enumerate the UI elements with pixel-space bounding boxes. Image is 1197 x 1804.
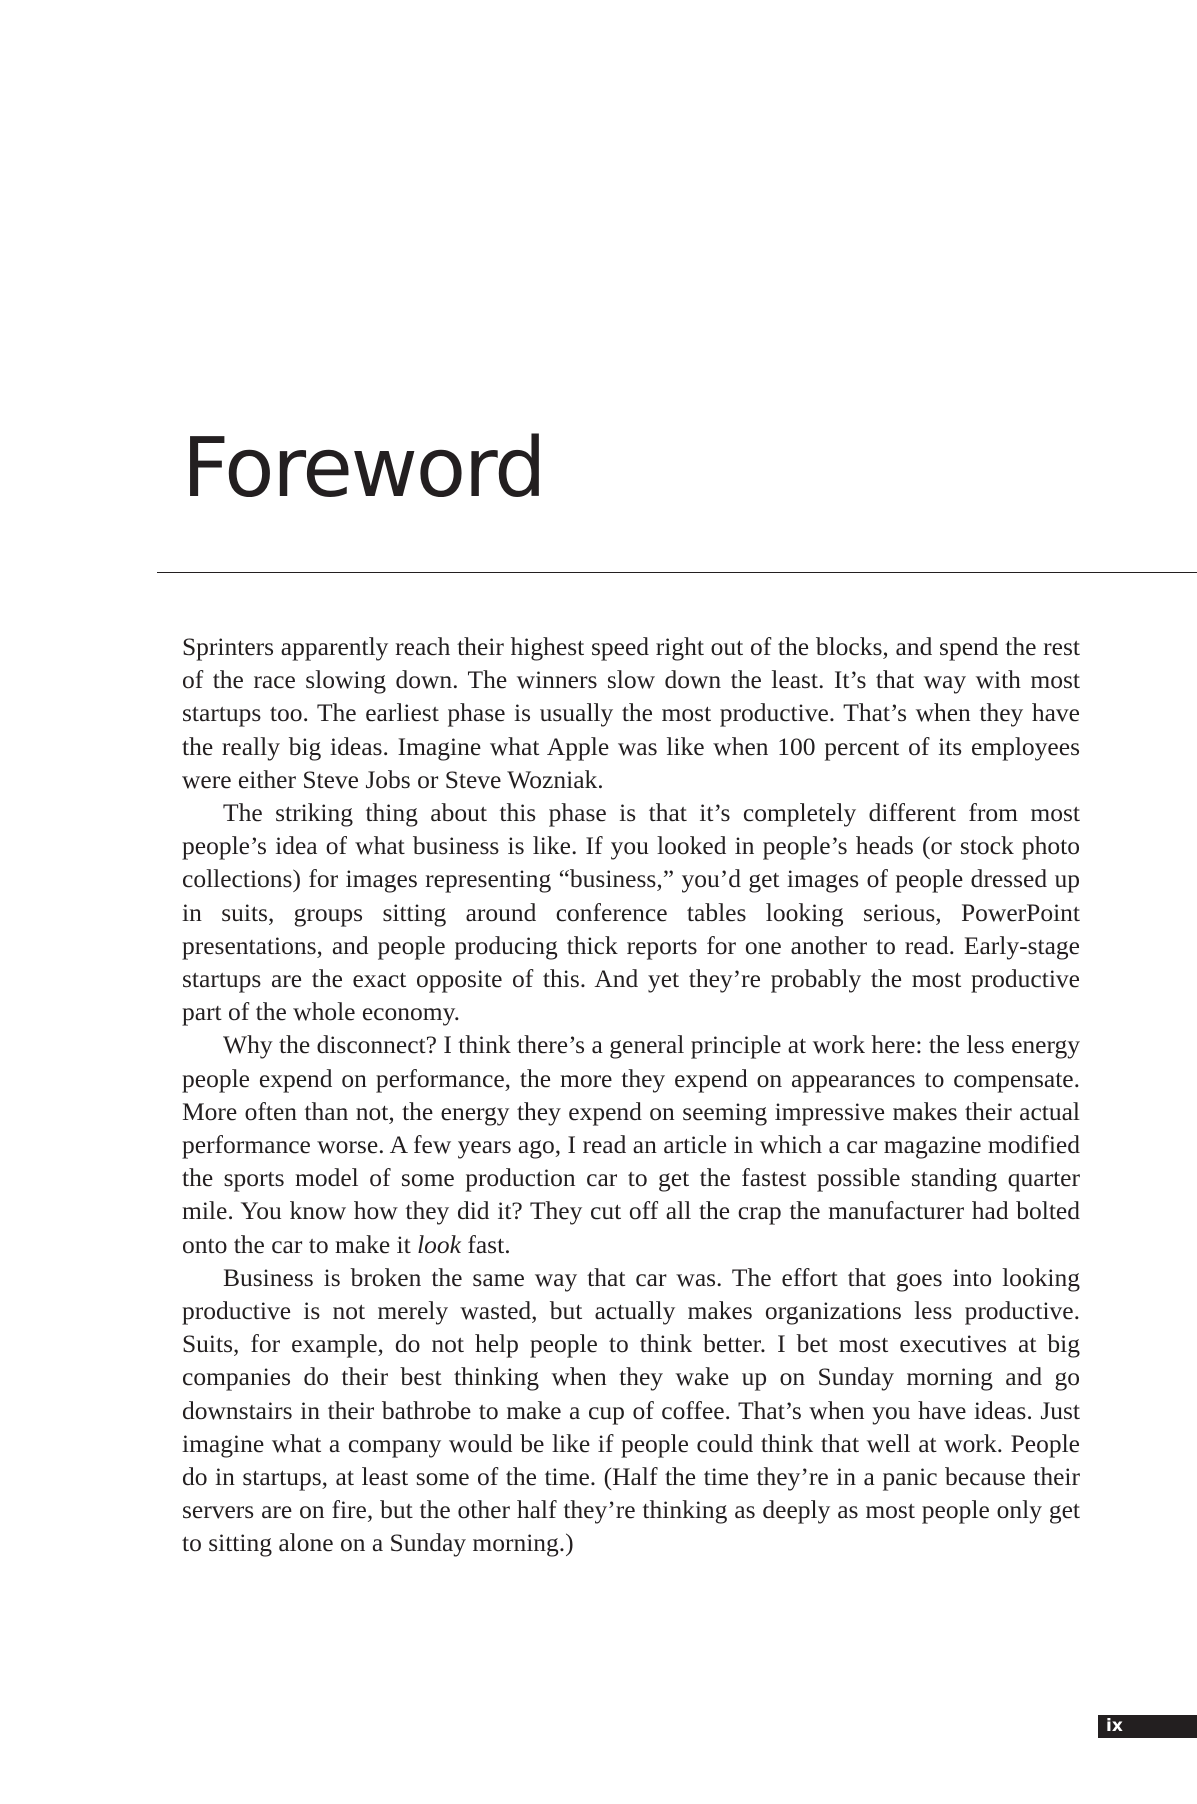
paragraph-2: The striking thing about this phase is that it’s completely different from most people’s idea of what business is like. If you looked in people’s heads (or stock photo collections) for images representing “business,” you’d get images of people dressed up in suits, groups sitting around conference tables looking serious, PowerPoint presentations, and people producing thick reports for one another to read. Early-stage startups are the exact opposite of this. And yet they’re probably the most productive part of the whole economy. [182, 798, 1080, 1027]
paragraph-3-text-end: fast. [461, 1229, 511, 1259]
paragraph-4: Business is broken the same way that car was. The effort that goes into looking productive is not merely wasted, but actually makes organizations less productive. Suits, for example, do not help people to think better. I bet most executives at big companies do their best thinking when they wake up on Sunday morning and go downstairs in their bathrobe to make a cup of coffee. That’s when you have ideas. Just imagine what a company would be like if people could think that well at work. People do in startups, at least some of the time. (Half the time they’re in a panic because their servers are on fire, but the other half they’re thinking as deeply as most people only get to sitting alone on a Sunday morning.) [182, 1262, 1080, 1558]
chapter-title: Foreword [182, 421, 545, 516]
folio-tab [1098, 1715, 1197, 1738]
title-divider [157, 572, 1197, 573]
paragraph-3-text-start: Why the disconnect? I think there’s a general principle at work here: the less energy people expend on performance, the more they expend on appearances to compensate. More often than not, the energy they expend on seeming impressive makes their actual performance worse. A few years ago, I read an article in which a car magazine modified the sports model of some production car to get the fastest possible standing quarter mile. You know how they did it? They cut off all the crap the manufacturer had bolted onto the car to make it [182, 1030, 1080, 1259]
paragraph-3-emphasis: look [417, 1229, 461, 1259]
paragraph-1: Sprinters apparently reach their highest speed right out of the blocks, and spend the rest of the race slowing down. The winners slow down the least. It’s that way with most startups too. The earliest phase is usually the most productive. That’s when they have the really big ideas. Imagine what Apple was like when 100 percent of its employees were either Steve Jobs or Steve Wozniak. [182, 632, 1080, 794]
paragraph-3 [182, 1028, 1080, 1260]
foreword-body [182, 630, 1080, 1560]
page-number: ix [1106, 1716, 1123, 1736]
